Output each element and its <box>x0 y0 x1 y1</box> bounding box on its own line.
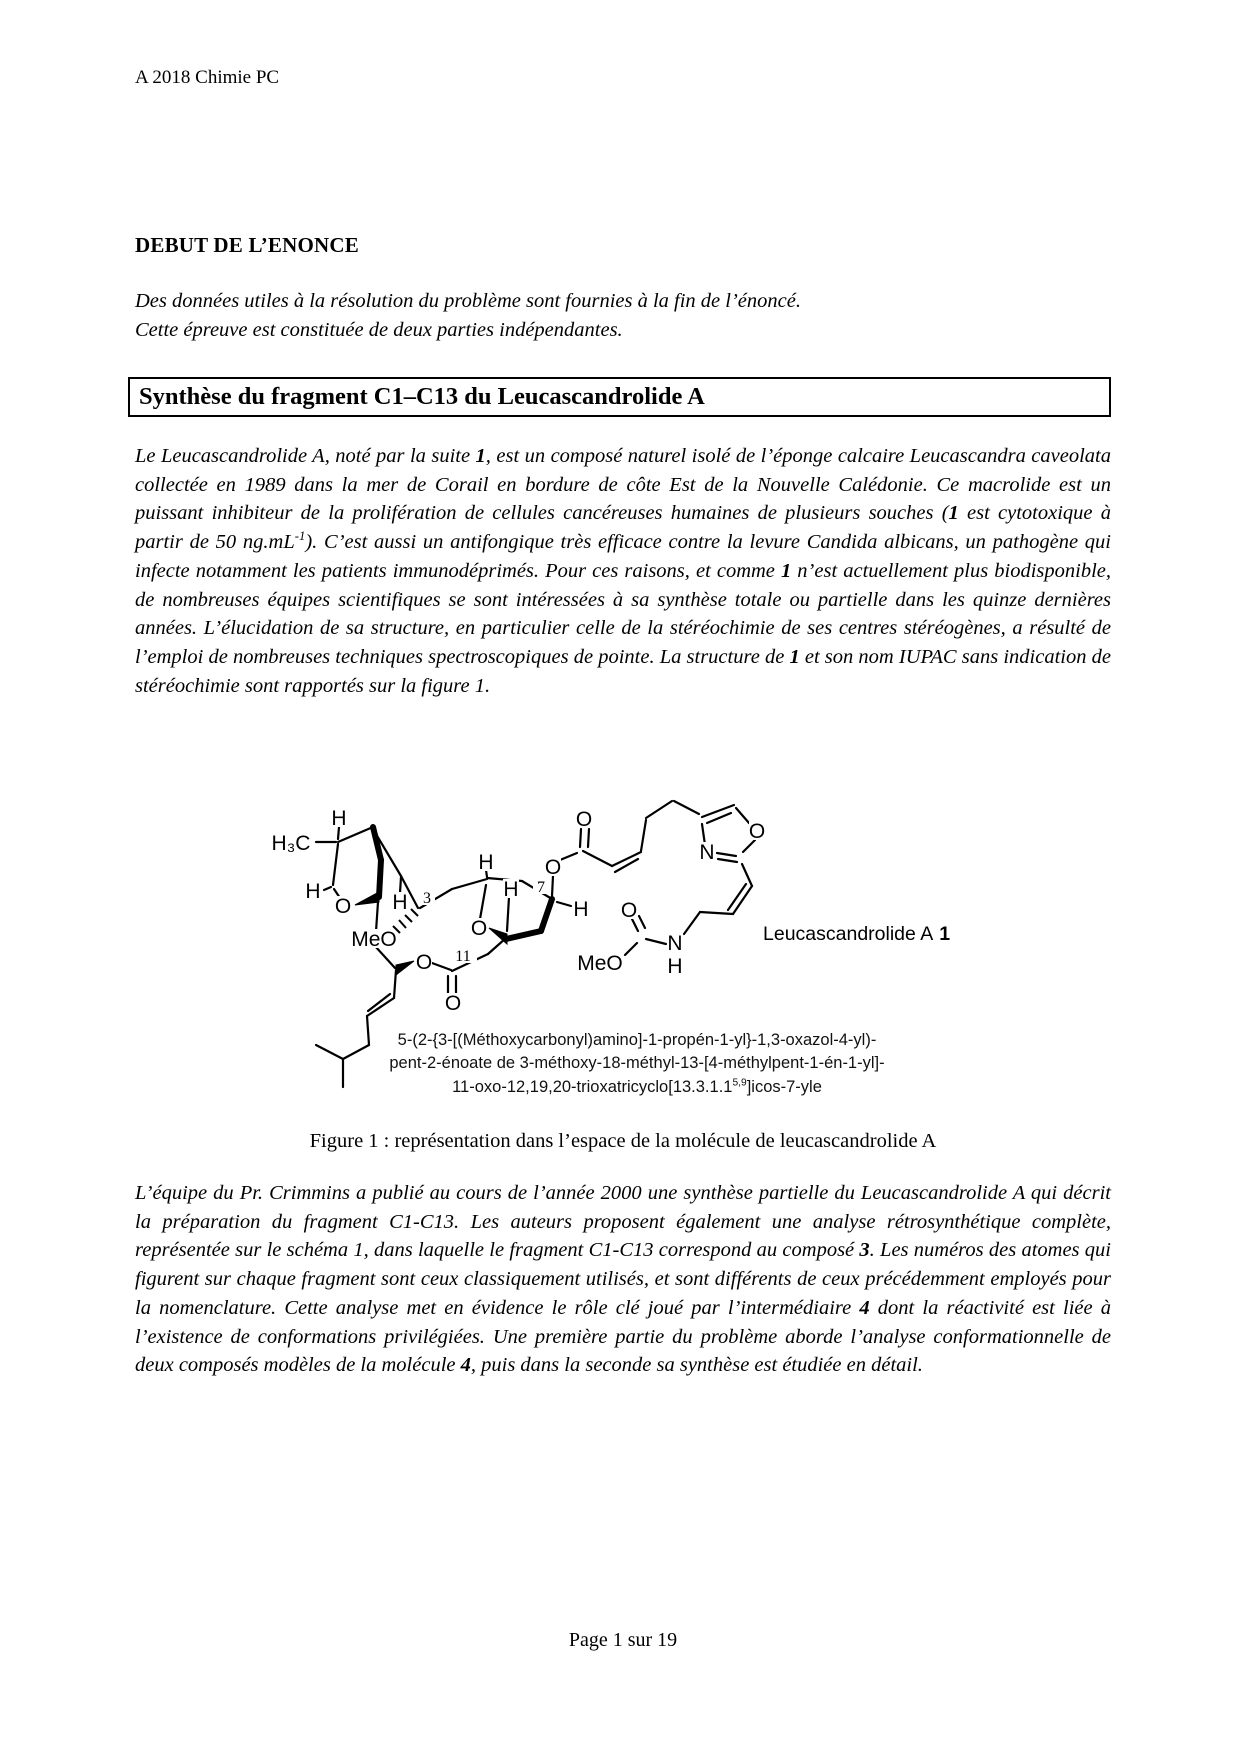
molecule-name: Leucascandrolide A <box>763 923 934 945</box>
intro-line-2: Cette épreuve est constituée de deux parties indépendantes. <box>135 318 623 341</box>
figure-caption: Figure 1 : représentation dans l’espace de la molécule de leucascandrolide A <box>309 1130 937 1152</box>
atom-label: N <box>699 841 715 864</box>
page-header: A 2018 Chimie PC <box>135 67 280 88</box>
atom-label: 11 <box>455 948 471 965</box>
atom-label: 3 <box>423 890 431 907</box>
atom-label: H <box>305 880 321 903</box>
atom-label: H <box>503 878 519 901</box>
atom-label: H <box>478 851 494 874</box>
molecule-label <box>763 923 950 946</box>
atom-label: MeO <box>351 928 397 951</box>
atom-label: H₃C <box>271 832 311 855</box>
atom-label: O <box>334 895 352 918</box>
intro-line-1: Des données utiles à la résolution du problème sont fournies à la fin de l’énoncé. <box>135 290 801 312</box>
atom-label: O <box>470 917 488 940</box>
paragraph-1: Le Leucascandrolide A, noté par la suite 1, est un composé naturel isolé de l’éponge calcaire Leucascandra caveolata collectée en 1989 dans la mer de Corail en bordure de côte Est de la Nouvelle Calédonie. Ce macrolide est un puissant inhibiteur de la prolifération de cellules cancéreuses humaines de plusieurs souches (1 est cytotoxique à partir de 50 $ng.mL^{-1}$). C’est aussi un antifongique très efficace contre la levure Candida albicans, un pathogène qui infecte notamment les patients immunodéprimés. Pour ces raisons, et comme 1 n’est actuellement plus biodisponible, de nombreuses équipes scientifiques se sont intéressées à sa synthèse totale ou partielle dans les quinze dernières années. L’élucidation de sa structure, en particulier celle de la stéréochimie de ses centres stéréogènes, a résulté de l’emploi de nombreuses techniques spectroscopiques de pointe. La structure de 1 et son nom IUPAC sans indication de stéréochimie sont rapportés sur la figure 1. <box>135 445 1111 697</box>
iupac-line-1: 5-(2-{3-[(Méthoxycarbonyl)amino]-1-propén-1-yl}-1,3-oxazol-4-yl)- <box>397 1031 877 1049</box>
atom-label: H <box>392 891 408 914</box>
iupac-name <box>312 1029 962 1099</box>
paragraph-2: L’équipe du Pr. Crimmins a publié au cours de l’année 2000 une synthèse partielle du Leucascandrolide A qui décrit la préparation du fragment C1-C13. Les auteurs proposent également une analyse rétrosynthétique complète, représentée sur le schéma 1, dans laquelle le fragment C1-C13 correspond au composé 3. Les numéros des atomes qui figurent sur chaque fragment sont ceux classiquement utilisés, et sont différents de ceux précédemment employés pour la nomenclature. Cette analyse met en évidence le rôle clé joué par l’intermédiaire 4 dont la réactivité est liée à l’existence de conformations privilégiées. Une première partie du problème aborde l’analyse conformationnelle de deux composés modèles de la molécule 4, puis dans la seconde sa synthèse est étudiée en détail. <box>135 1182 1111 1377</box>
section-title: Synthèse du fragment C1–C13 du Leucascandrolide A <box>139 383 705 410</box>
section-heading: DEBUT DE L’ENONCE <box>135 233 359 257</box>
iupac-line-3: 11-oxo-12,19,20-trioxatricyclo[13.3.1.1$^{5,9}$]icos-7-yle <box>452 1077 822 1096</box>
iupac-line-2: pent-2-énoate de 3-méthoxy-18-méthyl-13-[4-méthylpent-1-én-1-yl]- <box>389 1054 885 1073</box>
atom-label: O <box>544 856 562 879</box>
atom-label: MeO <box>577 952 623 975</box>
atom-label: H <box>331 807 347 830</box>
molecule-number: 1 <box>939 923 951 945</box>
atom-label: H <box>667 955 683 978</box>
atom-label: H <box>573 898 589 921</box>
atom-label: O <box>575 808 593 831</box>
page-number: Page 1 sur 19 <box>568 1629 678 1651</box>
atom-label: O <box>415 951 433 974</box>
atom-label: O <box>620 899 638 922</box>
atom-label: 7 <box>537 879 545 896</box>
atom-label: N <box>667 932 683 955</box>
atom-label: O <box>444 992 462 1015</box>
atom-label: O <box>748 820 766 843</box>
